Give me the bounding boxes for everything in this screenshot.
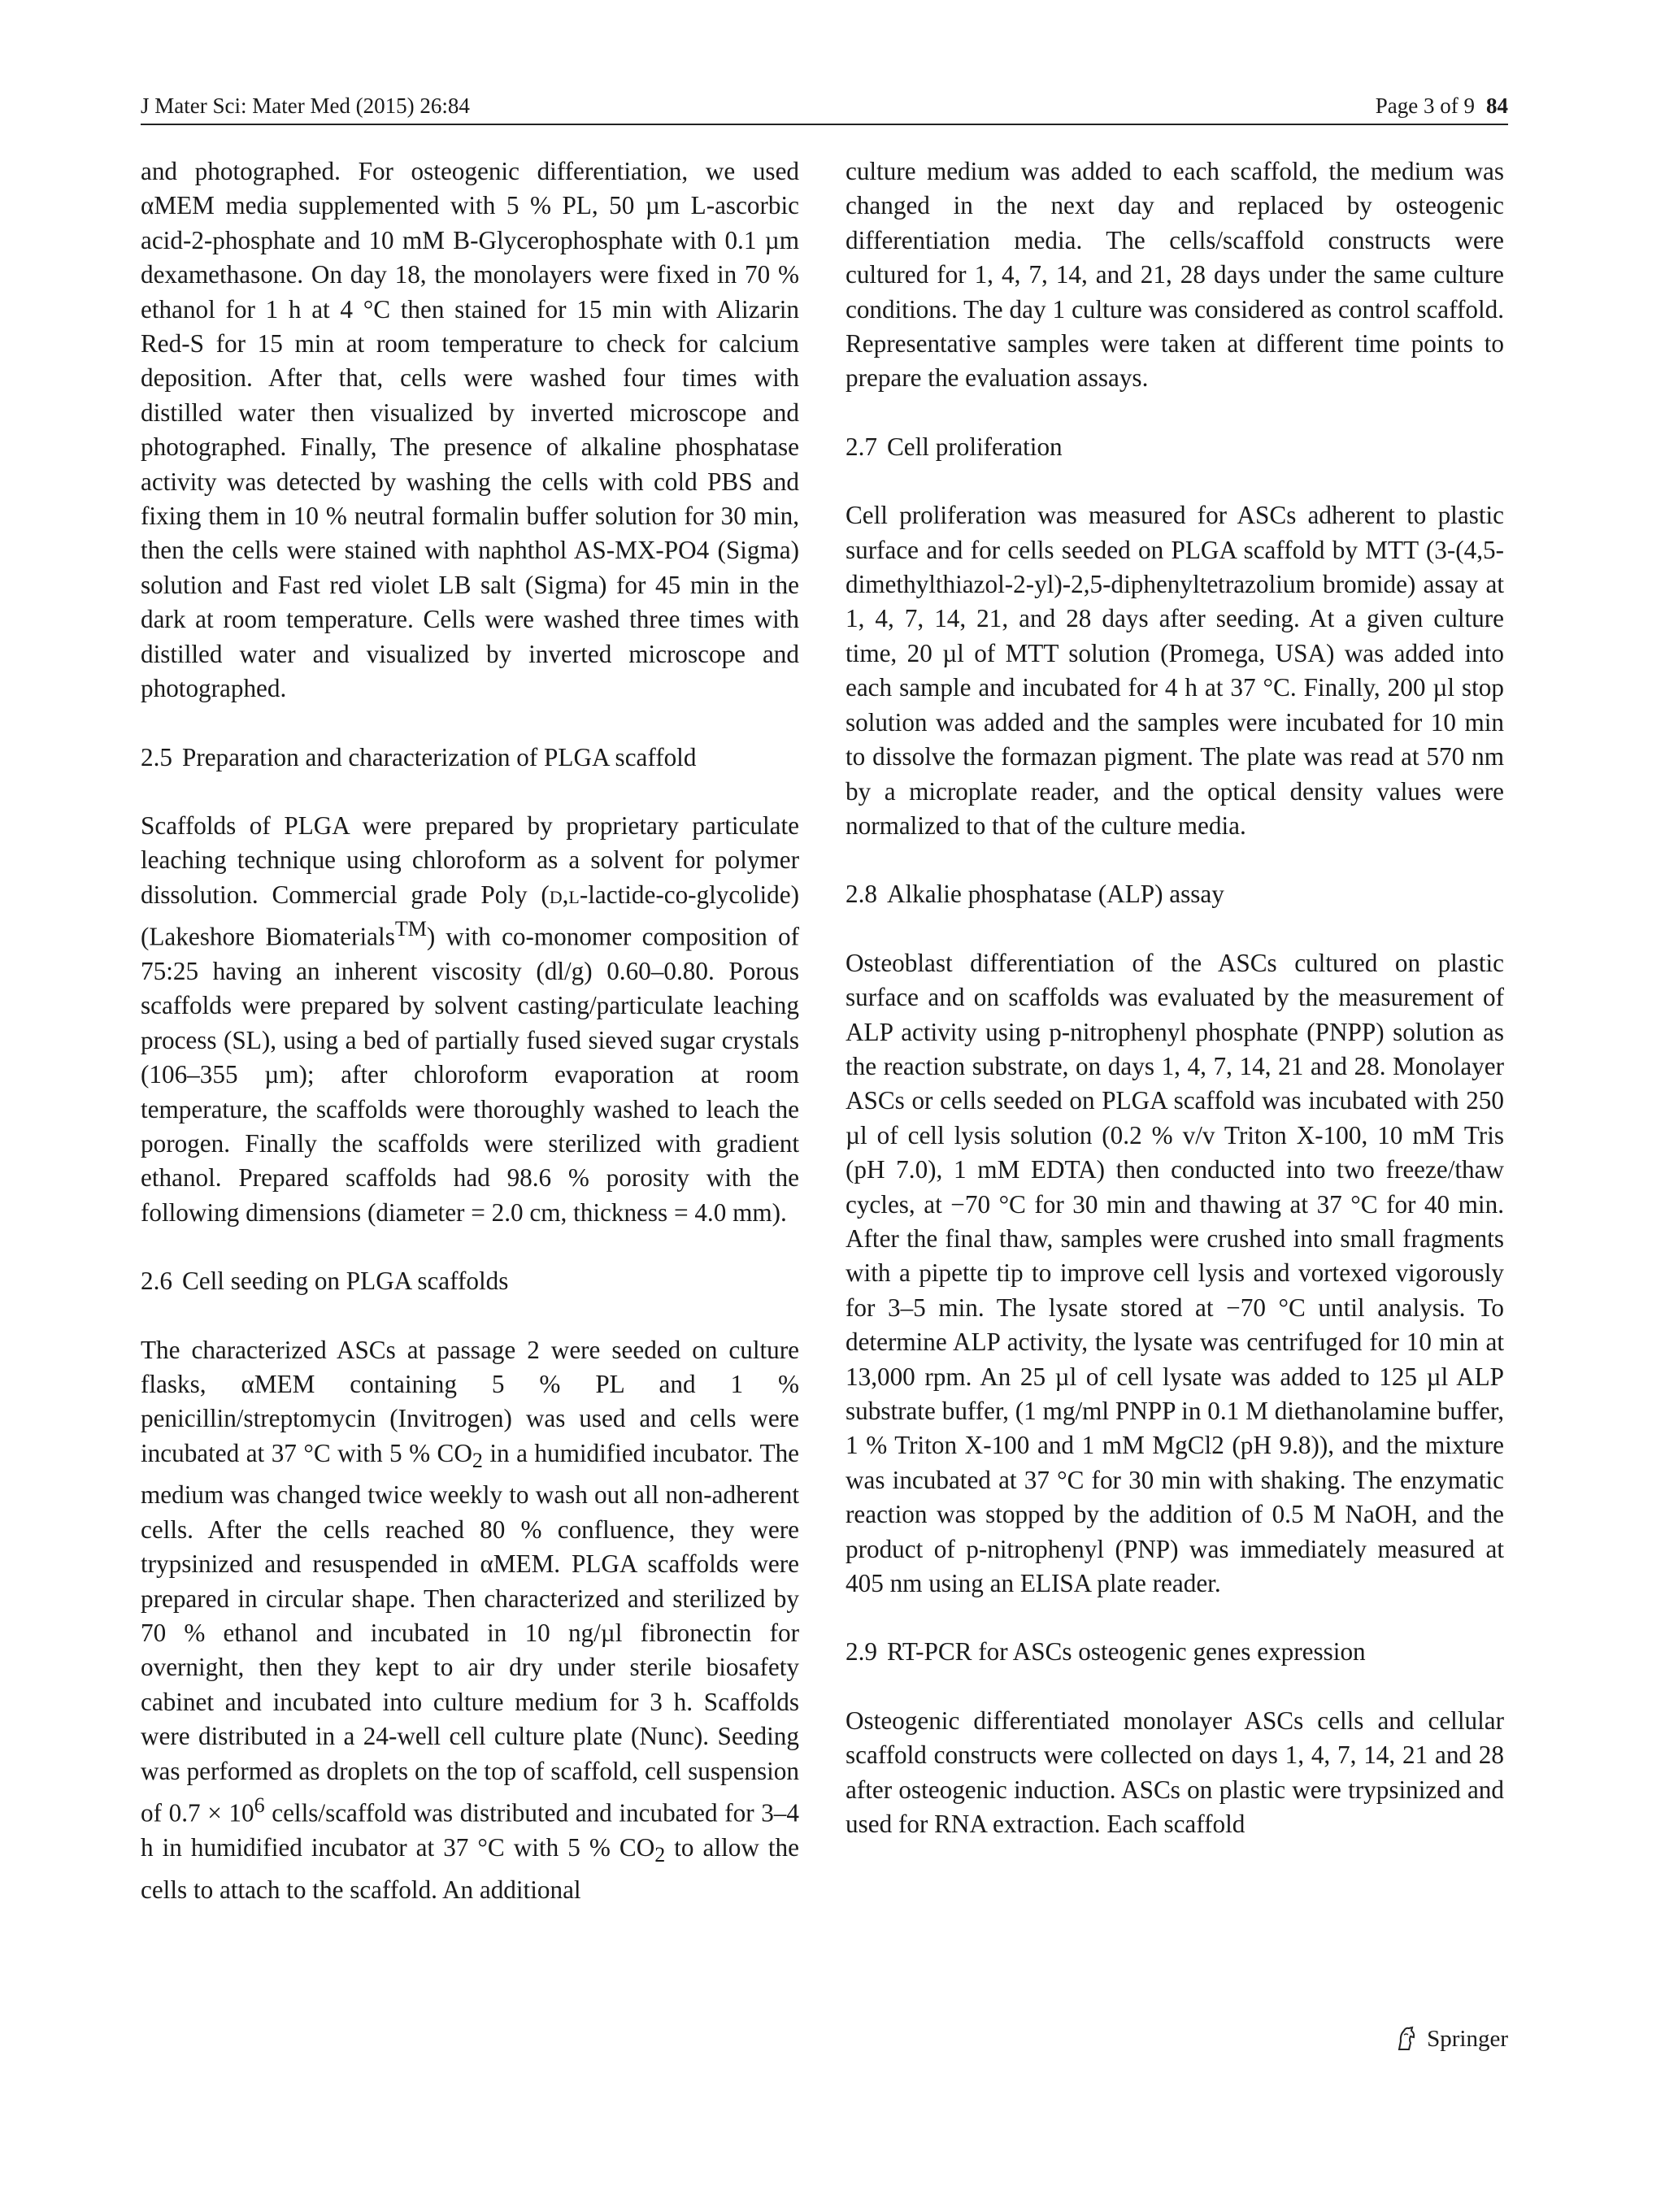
text-run: to allow the cells to attach to the scaffold. An additional — [141, 1832, 799, 1904]
left-column — [141, 154, 799, 1907]
subscript: 2 — [654, 1843, 666, 1867]
subscript: 2 — [472, 1449, 483, 1473]
paragraph-cell-seeding — [141, 1333, 799, 1907]
page-number: 84 — [1486, 93, 1508, 118]
publisher-footer — [1393, 2021, 1508, 2057]
section-title: Preparation and characterization of PLGA scaffold — [181, 742, 697, 771]
section-heading-2-9 — [846, 1635, 1504, 1669]
text-run: -lactide-co-glycolide) (Lakeshore Biomaterials — [141, 880, 799, 951]
section-heading-2-7 — [846, 430, 1504, 464]
section-number: 2.8 — [846, 880, 877, 909]
section-title: Cell proliferation — [886, 432, 1063, 461]
section-title: Cell seeding on PLGA scaffolds — [181, 1267, 509, 1296]
paragraph-rt-pcr: Osteogenic differentiated monolayer ASCs cells and cellular scaffold constructs were collected on days 1, 4, 7, 14, 21 and 28 after osteogenic induction. ASCs on plastic were trypsinized and used for RNA extraction. Each scaffold — [846, 1706, 1504, 1839]
trademark-superscript: TM — [394, 917, 427, 941]
running-header — [141, 88, 1508, 125]
springer-horse-icon — [1393, 2025, 1420, 2053]
paragraph-continued: culture medium was added to each scaffold, the medium was changed in the next day and replaced by osteogenic differentiation media. The cells/scaffold constructs were cultured for 1, 4, 7, 14, and 21, 28 days under the same culture conditions. The day 1 culture was considered as control scaffold. Representative samples were taken at different time points to prepare the evaluation assays. — [846, 157, 1504, 393]
paragraph-continued: and photographed. For osteogenic differentiation, we used αMEM media supplemented with 5 % PL, 50 µm L-ascorbic acid-2-phosphate and 10 mM B-Glycerophosphate with 0.1 µm dexamethasone. On day 18, the monolayers were fixed in 70 % ethanol for 1 h at 4 °C then stained for 15 min with Alizarin Red-S for 15 min at room temperature to check for calcium deposition. After that, cells were washed four times with distilled water then visualized by inverted microscope and photographed. Finally, The presence of alkaline phosphatase activity was detected by washing the cells with cold PBS and fixing them in 10 % neutral formalin buffer solution for 30 min, then the cells were stained with naphthol AS-MX-PO4 (Sigma) solution and Fast red violet LB salt (Sigma) for 45 min in the dark at room temperature. Cells were washed three times with distilled water and visualized by inverted microscope and photographed. — [141, 157, 799, 703]
paragraph-alp-assay: Osteoblast differentiation of the ASCs cultured on plastic surface and on scaffolds was evaluated by the measurement of ALP activity using p-nitrophenyl phosphate (PNPP) solution as the reaction substrate, on days 1, 4, 7, 14, 21 and 28. Monolayer ASCs or cells seeded on PLGA scaffold was incubated with 250 µl of cell lysis solution (0.2 % v/v Triton X-100, 10 mM Tris (pH 7.0), 1 mM EDTA) then conducted into two freeze/thaw cycles, at −70 °C for 30 min and thawing at 37 °C for 40 min. After the final thaw, samples were crushed into small fragments with a pipette tip to improve cell lysis and vortexed vigorously for 3–5 min. The lysate stored at −70 °C until analysis. To determine ALP activity, the lysate was centrifuged for 10 min at 13,000 rpm. An 25 µl of cell lysate was added to 125 µl ALP substrate buffer, (1 mg/ml PNPP in 0.1 M diethanolamine buffer, 1 % Triton X-100 and 1 mM MgCl2 (pH 9.8)), and the mixture was incubated at 37 °C for 30 min with shaking. The enzymatic reaction was stopped by the addition of 0.5 M NaOH, and the product of p-nitrophenyl (PNP) was immediately measured at 405 nm using an ELISA plate reader. — [846, 948, 1504, 1598]
small-caps-text: d,l — [549, 880, 580, 909]
right-column — [846, 154, 1504, 1841]
section-heading-2-5 — [141, 741, 799, 775]
paragraph-cell-proliferation: Cell proliferation was measured for ASCs adherent to plastic surface and for cells seeded on PLGA scaffold by MTT (3-(4,5-dimethylthiazol-2-yl)-2,5-diphenyltetrazolium bromide) assay at 1, 4, 7, 14, 21, and 28 days after seeding. At a given culture time, 20 µl of MTT solution (Promega, USA) was added into each sample and incubated for 4 h at 37 °C. Finally, 200 µl stop solution was added and the samples were incubated for 10 min to dissolve the formazan pigment. The plate was read at 570 nm by a microplate reader, and the optical density values were normalized to that of the culture media. — [846, 501, 1504, 840]
text-run: cells/scaffold was distributed and incubated for 3–4 h in humidified incubator at 37 °C with 5 % CO — [141, 1798, 799, 1862]
journal-citation: J Mater Sci: Mater Med (2015) 26:84 — [141, 93, 470, 118]
section-number: 2.6 — [141, 1267, 172, 1296]
section-title: RT-PCR for ASCs osteogenic genes expression — [886, 1637, 1366, 1667]
section-number: 2.5 — [141, 742, 172, 771]
superscript: 6 — [254, 1793, 265, 1818]
paragraph-plga-preparation — [141, 809, 799, 1230]
text-run: Scaffolds of PLGA were prepared by proprietary particulate leaching technique using chloroform as a solvent for polymer dissolution. Commercial grade Poly ( — [141, 810, 799, 909]
publisher-name: Springer — [1427, 2025, 1508, 2052]
section-heading-2-8 — [846, 877, 1504, 911]
text-run: The characterized ASCs at passage 2 were seeded on culture flasks, αMEM containing 5 % PL and 1 % penicillin/streptomycin (Invitrogen) was used and cells were incubated at 37 °C with 5 % CO — [141, 1335, 799, 1467]
section-heading-2-6 — [141, 1264, 799, 1298]
text-run: ) with co-monomer composition of 75:25 having an inherent viscosity (dl/g) 0.60–0.80. Porous scaffolds were prepared by solvent casting/particulate leaching process (SL), using a bed of partially fused sieved sugar crystals (106–355 µm); after chloroform evaporation at room temperature, the scaffolds were thoroughly washed to leach the porogen. Finally the scaffolds were sterilized with gradient ethanol. Prepared scaffolds had 98.6 % porosity with the following dimensions (diameter = 2.0 cm, thickness = 4.0 mm). — [141, 922, 799, 1227]
section-number: 2.7 — [846, 432, 877, 461]
text-run: in a humidified incubator. The medium was changed twice weekly to wash out all non-adherent cells. After the cells reached 80 % confluence, they were trypsinized and resuspended in αMEM. PLGA scaffolds were prepared in circular shape. Then characterized and sterilized by 70 % ethanol and incubated in 10 ng/µl fibronectin for overnight, then they kept to air dry under sterile biosafety cabinet and incubated into culture medium for 3 h. Scaffolds were distributed in a 24-well cell culture plate (Nunc). Seeding was performed as droplets on the top of scaffold, cell suspension of 0.7 × 10 — [141, 1438, 800, 1827]
section-title: Alkalie phosphatase (ALP) assay — [886, 880, 1224, 909]
page-of-label: Page 3 of 9 — [1375, 93, 1475, 118]
page-info — [1376, 88, 1508, 124]
section-number: 2.9 — [846, 1637, 877, 1667]
